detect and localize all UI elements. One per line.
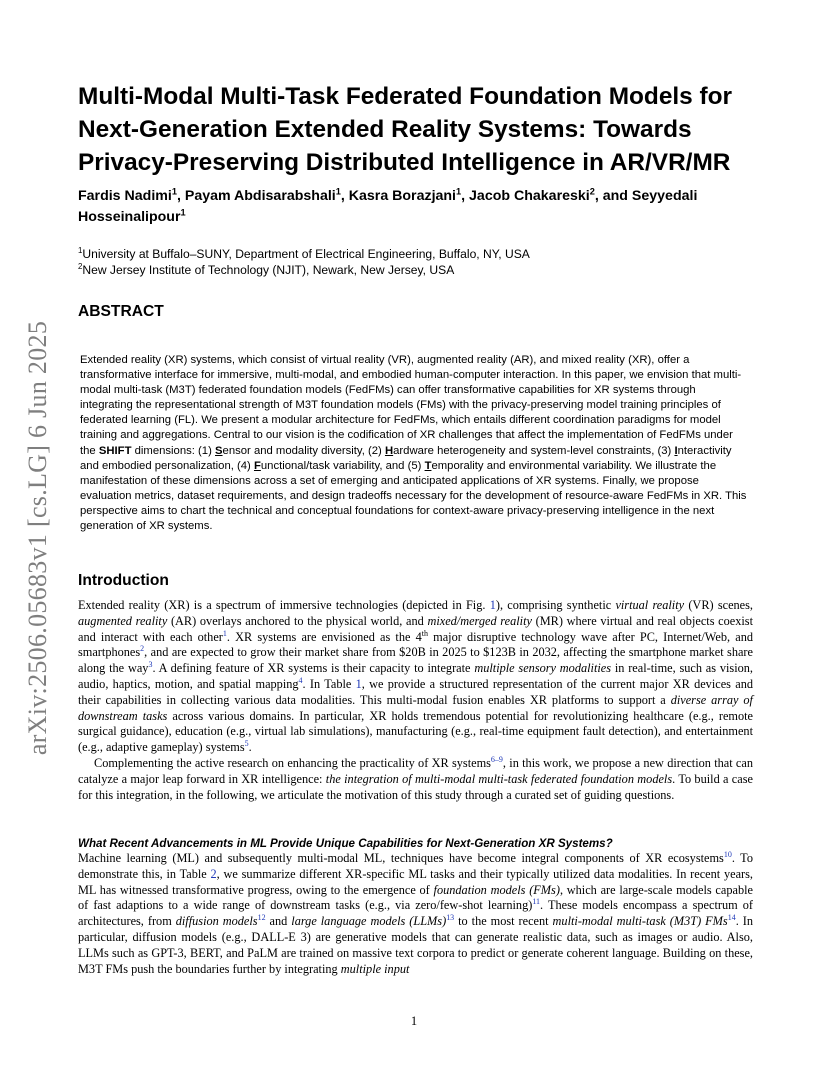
- subsection-heading: What Recent Advancements in ML Provide Unique Capabilities for Next-Generation XR Systems?: [78, 837, 613, 850]
- figure-link[interactable]: 1: [489, 598, 496, 612]
- introduction-body: [78, 598, 753, 803]
- citation-link[interactable]: 12: [257, 913, 266, 923]
- author: Payam Abdisarabshali$^1$,: [184, 186, 349, 204]
- paragraph: Extended reality (XR) is a spectrum of immersive technologies (depicted in Fig. 1), comprising synthetic virtual reality (VR) scenes, augmented reality (AR) overlays anchored to the physical world, and mixed/merged reality (MR) where virtual and real objects coexist and interact with each other$^1$. XR systems are envisioned as the 4th major disruptive technology wave after PC, Internet/Web, and smartphones$^2$, and are expected to grow their market share from $20B in 2025 to $123B in 2032, affecting the smartphone market share along the way$^3$. A defining feature of XR systems is their capacity to integrate multiple sensory modalities in real-time, such as vision, audio, haptics, motion, and spatial mapping$^4$. In Table 1, we provide a structured representation of the current major XR devices and their capabilities in collecting various data modalities. This multi-modal fusion enables XR platforms to support a diverse array of downstream tasks across various domains. In particular, XR holds tremendous potential for revolutionizing healthcare (e.g., remote surgical guidance), education (e.g., virtual lab simulations), manufacturing (e.g., real-time equipment fault detection), and entertainment (e.g., adaptive gameplay) systems$^5$.: [78, 598, 754, 755]
- introduction-heading: Introduction: [78, 572, 169, 589]
- paragraph: Machine learning (ML) and subsequently multi-modal ML, techniques have become integral components of XR ecosystems$^{10}$. To demonstrate this, in Table 2, we summarize different XR-specific ML tasks and their typically utilized data modalities. In recent years, ML has witnessed transformative progress, owing to the emergence of foundation models (FMs), which are large-scale models capable of fast adaptions to a wide range of downstream tasks (e.g., via zero/few-shot learning)$^{11}$. These models encompass a spectrum of architectures, from diffusion models$^{12}$ and large language models (LLMs)$^{13}$ to the most recent multi-modal multi-task (M3T) FMs$^{14}$. In particular, diffusion models (e.g., DALL-E 3) are generative models that can generate realistic data, such as images or audio. Also, LLMs such as GPT-3, BERT, and PaLM are trained on massive text corpora to predict or generate coherent language. Building on these, M3T FMs push the boundaries further by integrating multiple input: [78, 849, 753, 976]
- citation-link[interactable]: 1: [222, 628, 227, 638]
- page-number: 1: [410, 1014, 418, 1028]
- affiliation: $^1$University at Buffalo–SUNY, Department of Electrical Engineering, Buffalo, NY, USA: [78, 245, 530, 261]
- citation-link[interactable]: 6–9: [490, 754, 503, 764]
- abstract-heading: ABSTRACT: [78, 303, 164, 320]
- citation-link[interactable]: 2: [140, 644, 145, 654]
- abstract-body: Extended reality (XR) systems, which consist of virtual reality (VR), augmented reality (AR), and mixed reality (XR), offer a transformative interface for immersive, multi-modal, and embodied human-computer interaction. In this paper, we envision that multi-modal multi-task (M3T) federated foundation models (FedFMs) can offer transformative capabilities for XR systems through integrating the representational strength of M3T foundation models (FMs) with the privacy-preserving model training principles of federated learning (FL). We present a modular architecture for FedFMs, which entails different coordination paradigms for model training and aggregations. Central to our vision is the codification of XR challenges that affect the implementation of FedFMs under the SHIFT dimensions: (1) Sensor and modality diversity, (2) Hardware heterogeneity and system-level constraints, (3) Interactivity and embodied personalization, (4) Functional/task variability, and (5) Temporality and environmental variability. We illustrate the manifestation of these dimensions across a set of emerging and anticipated applications of XR systems. Finally, we propose evaluation metrics, dataset requirements, and design tradeoffs necessary for the development of resource-aware FedFMs in XR. This perspective aims to chart the technical and conceptual foundations for context-aware privacy-preserving intelligence in the next generation of XR systems.: [80, 354, 747, 533]
- citation-link[interactable]: 4: [298, 675, 303, 685]
- author: Fardis Nadimi$^1$,: [78, 186, 185, 204]
- table-link[interactable]: 2: [210, 866, 217, 881]
- table-link[interactable]: 1: [355, 676, 362, 691]
- citation-link[interactable]: 3: [148, 660, 153, 670]
- citation-link[interactable]: 14: [727, 913, 736, 923]
- author: Seyyedali Hosseinalipour$^1$: [78, 188, 698, 225]
- author: Kasra Borazjani$^1$,: [348, 186, 470, 204]
- affiliation-list: [78, 247, 768, 278]
- citation-link[interactable]: 11: [532, 897, 541, 907]
- affiliation: $^2$New Jersey Institute of Technology (NJIT), Newark, New Jersey, USA: [78, 261, 455, 277]
- paragraph: Complementing the active research on enhancing the practicality of XR systems$^{6-9}$, in this work, we propose a new direction that can catalyze a major leap forward in XR intelligence: the integration of multi-modal multi-task federated foundation models. To build a case for this integration, in the following, we articulate the motivation of this study through a curated set of guiding questions.: [78, 754, 753, 802]
- paper-title: Multi-Modal Multi-Task Federated Foundation Models for Next-Generation Extended Reality Systems: Towards Privacy-Preserving Distributed Intelligence in AR/VR/MR: [78, 83, 733, 176]
- citation-link[interactable]: 10: [723, 849, 732, 859]
- arxiv-watermark: arXiv:2506.05683v1 [cs.LG] 6 Jun 2025: [23, 320, 52, 755]
- author-list: [78, 186, 758, 228]
- author: Jacob Chakareski$^2$, and: [469, 186, 632, 204]
- citation-link[interactable]: 13: [446, 913, 455, 923]
- citation-link[interactable]: 5: [244, 739, 249, 749]
